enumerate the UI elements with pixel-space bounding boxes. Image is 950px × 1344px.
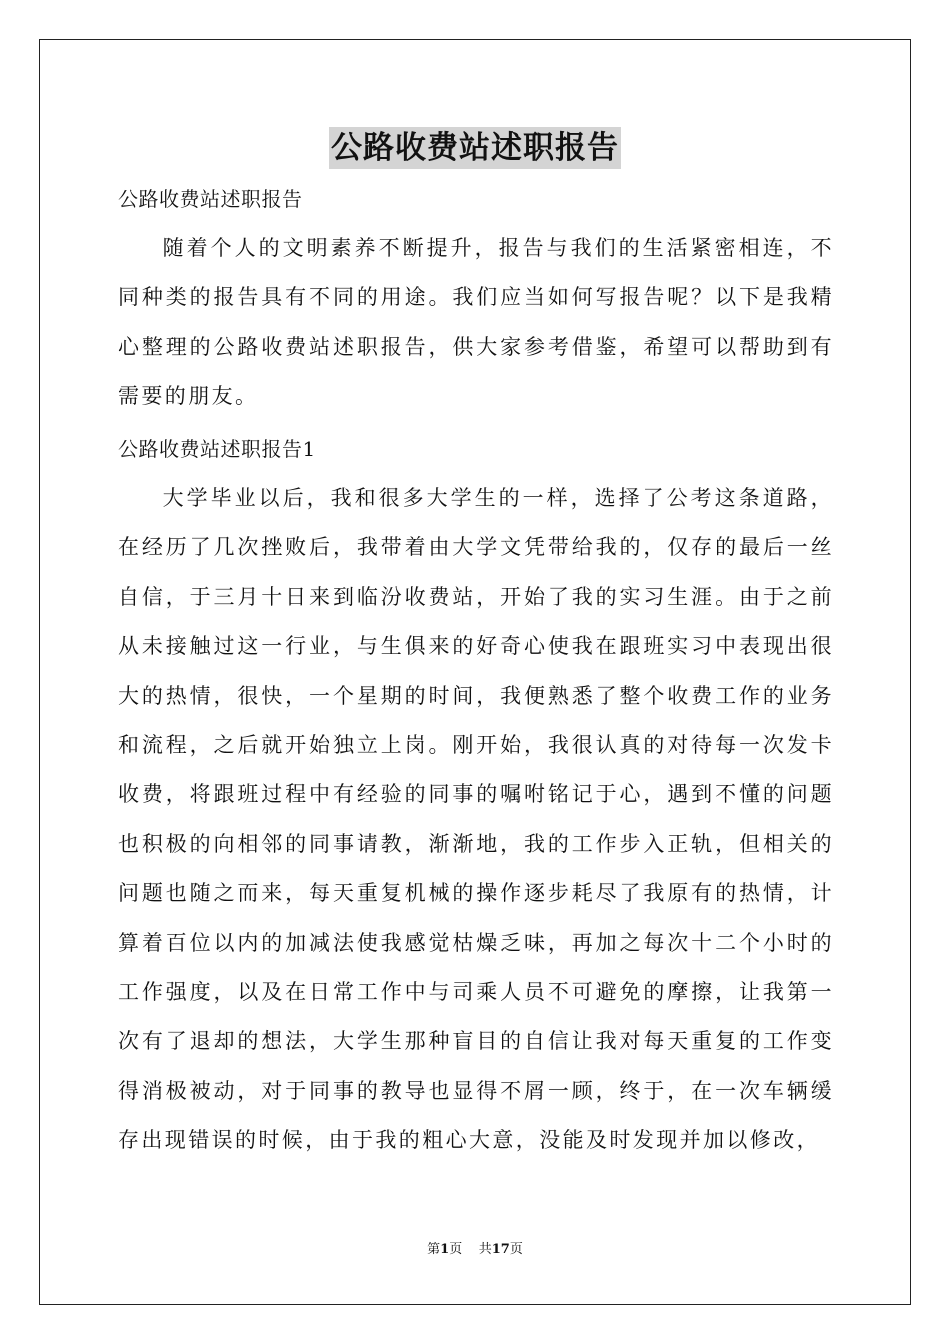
footer-page-number: 1 <box>440 1242 450 1257</box>
section-1-paragraph <box>118 474 834 1166</box>
title-container <box>0 127 950 169</box>
page-footer <box>0 1241 950 1259</box>
footer-page-prefix: 第 <box>427 1242 441 1257</box>
footer-page-suffix: 页 <box>449 1242 463 1257</box>
heading-repeat: 公路收费站述职报告 <box>118 187 303 211</box>
footer-total-suffix: 页 <box>509 1242 523 1257</box>
document-title: 公路收费站述职报告 <box>329 127 621 169</box>
section-1-paragraph-text: 大学毕业以后，我和很多大学生的一样，选择了公考这条道路，在经历了几次挫败后，我带着由大学文凭带给我的，仅存的最后一丝自信，于三月十日来到临汾收费站，开始了我的实习生涯。由于之前从未接触过这一行业，与生俱来的好奇心使我在跟班实习中表现出很大的热情，很快，一个星期的时间，我便熟悉了整个收费工作的业务和流程，之后就开始独立上岗。刚开始，我很认真的对待每一次发卡收费，将跟班过程中有经验的同事的嘱咐铭记于心，遇到不懂的问题也积极的向相邻的同事请教，渐渐地，我的工作步入正轨，但相关的问题也随之而来，每天重复机械的操作逐步耗尽了我原有的热情，计算着百位以内的加减法使我感觉枯燥乏味，再加之每次十二个小时的工作强度，以及在日常工作中与司乘人员不可避免的摩擦，让我第一次有了退却的想法，大学生那种盲目的自信让我对每天重复的工作变得消极被动，对于同事的教导也显得不屑一顾，终于，在一次车辆缓存出现错误的时候，由于我的粗心大意，没能及时发现并加以修改， <box>118 486 834 1153</box>
section-1-heading: 公路收费站述职报告1 <box>118 437 316 461</box>
intro-paragraph-text: 随着个人的文明素养不断提升，报告与我们的生活紧密相连，不同种类的报告具有不同的用途。我们应当如何写报告呢？以下是我精心整理的公路收费站述职报告，供大家参考借鉴，希望可以帮助到有需要的朋友。 <box>118 236 834 409</box>
footer-total-prefix: 共 <box>478 1242 492 1257</box>
intro-paragraph <box>118 224 834 422</box>
footer-total-pages: 17 <box>491 1242 510 1257</box>
